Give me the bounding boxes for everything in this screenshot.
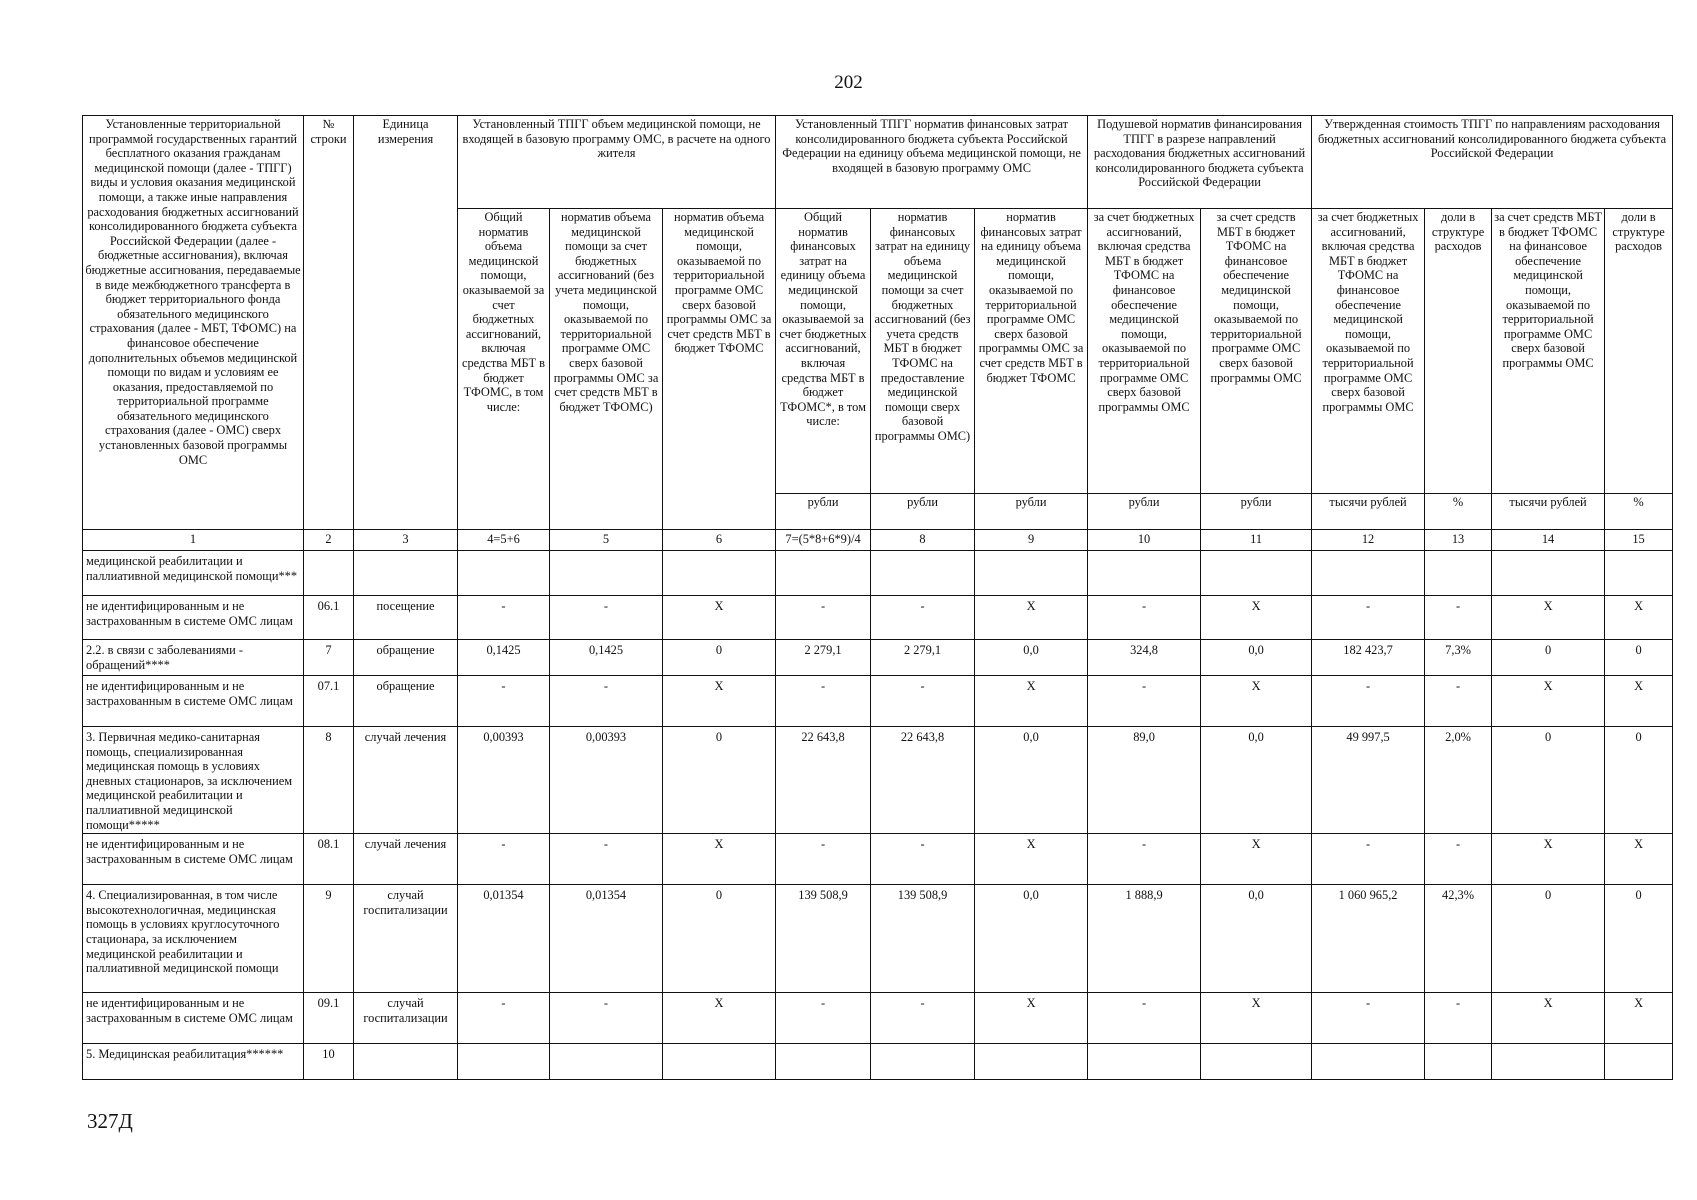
row-label: не идентифицированным и не застрахованным в системе ОМС лицам <box>83 834 304 885</box>
column-number: 6 <box>663 530 776 551</box>
table-cell: 0,0 <box>1201 727 1312 834</box>
table-cell: 7 <box>304 640 354 676</box>
table-cell: X <box>1605 676 1673 727</box>
column-number: 9 <box>975 530 1088 551</box>
table-cell: случай госпитализации <box>354 885 458 993</box>
table-cell: X <box>1201 676 1312 727</box>
table-cell: - <box>1425 676 1492 727</box>
header-group-volume: Установленный ТПГГ объем медицинской помощи, не входящей в базовую программу ОМС, в расчете на одного жителя <box>458 116 776 209</box>
table-cell <box>1088 551 1201 596</box>
table-cell: - <box>871 676 975 727</box>
unit-cell: рубли <box>1201 494 1312 530</box>
table-cell: - <box>1312 834 1425 885</box>
column-number: 3 <box>354 530 458 551</box>
table-row <box>83 885 1673 993</box>
table-cell <box>975 1044 1088 1080</box>
unit-cell: тысячи рублей <box>1312 494 1425 530</box>
header-row-groups <box>83 116 1673 209</box>
table-cell: 2 279,1 <box>871 640 975 676</box>
table-cell: 0 <box>1605 640 1673 676</box>
table-cell: - <box>871 834 975 885</box>
table-cell: 0,00393 <box>550 727 663 834</box>
header-col-9: норматив финансовых затрат на единицу объема медицинской помощи, оказываемой по территориальной программе ОМС сверх базовой программы ОМС за счет средств МБТ в бюджет ТФОМС <box>975 209 1088 494</box>
unit-cell: % <box>1605 494 1673 530</box>
header-col-row-number: № строки <box>304 116 354 530</box>
column-number: 13 <box>1425 530 1492 551</box>
table-cell: - <box>1088 596 1201 640</box>
table-row <box>83 834 1673 885</box>
header-col-4: Общий норматив объема медицинской помощи, оказываемой за счет бюджетных ассигнований, включая средства МБТ в бюджет ТФОМС, в том числе: <box>458 209 550 530</box>
table-cell <box>458 551 550 596</box>
table-cell: 7,3% <box>1425 640 1492 676</box>
unit-cell: % <box>1425 494 1492 530</box>
table-cell: 0 <box>1605 727 1673 834</box>
header-group-cost: Утвержденная стоимость ТПГГ по направлениям расходования бюджетных ассигнований консолидированного бюджета субъекта Российской Федерации <box>1312 116 1673 209</box>
row-label: 5. Медицинская реабилитация****** <box>83 1044 304 1080</box>
table-row <box>83 676 1673 727</box>
header-col-15: доли в структуре расходов <box>1605 209 1673 494</box>
table-cell: - <box>776 676 871 727</box>
table-cell: - <box>458 676 550 727</box>
table-cell: X <box>975 596 1088 640</box>
row-label: медицинской реабилитации и паллиативной медицинской помощи*** <box>83 551 304 596</box>
column-number: 1 <box>83 530 304 551</box>
table-row <box>83 551 1673 596</box>
table-cell: 8 <box>304 727 354 834</box>
table-cell: 0,01354 <box>550 885 663 993</box>
table-cell: 9 <box>304 885 354 993</box>
table-cell <box>550 1044 663 1080</box>
column-number: 7=(5*8+6*9)/4 <box>776 530 871 551</box>
table-cell: 1 060 965,2 <box>1312 885 1425 993</box>
table-cell: 0 <box>1492 727 1605 834</box>
table-row <box>83 640 1673 676</box>
table-cell <box>871 551 975 596</box>
table-cell: 06.1 <box>304 596 354 640</box>
table-cell: - <box>1088 834 1201 885</box>
table-cell: 0,0 <box>1201 885 1312 993</box>
table-cell: 324,8 <box>1088 640 1201 676</box>
table-cell: 10 <box>304 1044 354 1080</box>
table-cell <box>1605 551 1673 596</box>
table-cell: X <box>663 834 776 885</box>
row-label: 2.2. в связи с заболеваниями - обращений**** <box>83 640 304 676</box>
column-number: 2 <box>304 530 354 551</box>
table-cell: X <box>975 834 1088 885</box>
table-cell: 0,1425 <box>458 640 550 676</box>
footer-code: 327Д <box>87 1109 133 1133</box>
page-number: 202 <box>834 72 863 93</box>
table-cell: 0,0 <box>975 885 1088 993</box>
table-cell: 0,00393 <box>458 727 550 834</box>
table-body <box>83 551 1673 1080</box>
column-number: 8 <box>871 530 975 551</box>
unit-cell: рубли <box>1088 494 1201 530</box>
table-cell: - <box>550 676 663 727</box>
table-cell <box>1312 1044 1425 1080</box>
table-cell: 49 997,5 <box>1312 727 1425 834</box>
table-cell: 182 423,7 <box>1312 640 1425 676</box>
table-cell: посещение <box>354 596 458 640</box>
table-cell: - <box>776 596 871 640</box>
table-cell: 0,0 <box>1201 640 1312 676</box>
table-cell <box>1312 551 1425 596</box>
column-number: 10 <box>1088 530 1201 551</box>
table-cell <box>458 1044 550 1080</box>
table-cell: 0,0 <box>975 640 1088 676</box>
table-cell: 09.1 <box>304 993 354 1044</box>
tpgg-table <box>82 115 1673 1080</box>
table-cell <box>663 551 776 596</box>
table-cell: X <box>1492 834 1605 885</box>
table-cell <box>1201 551 1312 596</box>
table-cell: - <box>1312 676 1425 727</box>
table-row <box>83 727 1673 834</box>
row-label: не идентифицированным и не застрахованным в системе ОМС лицам <box>83 993 304 1044</box>
row-label: не идентифицированным и не застрахованным в системе ОМС лицам <box>83 676 304 727</box>
table-cell: 22 643,8 <box>871 727 975 834</box>
header-col-description: Установленные территориальной программой государственных гарантий бесплатного оказания гражданам медицинской помощи (далее - ТПГГ) виды и условия оказания медицинской помощи, а также иные направления расходования бюджетных ассигнований консолидированного бюджета субъекта Российской Федерации (далее - бюджетные ассигнования), включая бюджетные ассигнования, передаваемые в виде межбюджетного трансферта в бюджет территориального фонда обязательного медицинского страхования (далее - МБТ, ТФОМС) на финансовое обеспечение дополнительных объемов медицинской помощи по видам и условиям ее оказания, предоставляемой по территориальной программе обязательного медицинского страхования (далее - ОМС) сверх установленных базовой программы ОМС <box>83 116 304 530</box>
table-cell: случай лечения <box>354 727 458 834</box>
unit-cell: рубли <box>975 494 1088 530</box>
table-cell: - <box>458 993 550 1044</box>
table-cell: случай госпитализации <box>354 993 458 1044</box>
table-cell: 0,1425 <box>550 640 663 676</box>
table-cell: - <box>1425 596 1492 640</box>
table-cell: - <box>1088 993 1201 1044</box>
table-cell <box>871 1044 975 1080</box>
table-cell: 139 508,9 <box>776 885 871 993</box>
header-col-6: норматив объема медицинской помощи, оказываемой по территориальной программе ОМС сверх базовой программы ОМС за счет средств МБТ в бюджет ТФОМС <box>663 209 776 530</box>
table-cell: - <box>1088 676 1201 727</box>
table-cell: X <box>975 993 1088 1044</box>
table-row <box>83 596 1673 640</box>
table-cell: 0 <box>1605 885 1673 993</box>
table-cell <box>304 551 354 596</box>
header-col-5: норматив объема медицинской помощи за счет бюджетных ассигнований (без учета медицинской помощи, оказываемой по территориальной программе ОМС сверх базовой программы ОМС за счет средств МБТ в бюджет ТФОМС) <box>550 209 663 530</box>
header-col-11: за счет средств МБТ в бюджет ТФОМС на финансовое обеспечение медицинской помощи, оказываемой по территориальной программе ОМС сверх базовой программы ОМС <box>1201 209 1312 494</box>
table-row <box>83 1044 1673 1080</box>
table-cell <box>663 1044 776 1080</box>
table-cell: 07.1 <box>304 676 354 727</box>
table-cell: X <box>1605 596 1673 640</box>
table-cell: - <box>458 834 550 885</box>
table-cell <box>1088 1044 1201 1080</box>
header-col-12: за счет бюджетных ассигнований, включая средства МБТ в бюджет ТФОМС на финансовое обеспечение медицинской помощи, оказываемой по территориальной программе ОМС сверх базовой программы ОМС <box>1312 209 1425 494</box>
table-cell: X <box>1605 834 1673 885</box>
table-cell: 08.1 <box>304 834 354 885</box>
table-cell <box>354 551 458 596</box>
row-label: 4. Специализированная, в том числе высокотехнологичная, медицинская помощь в условиях круглосуточного стационара, за исключением медицинской реабилитации и паллиативной медицинской помощи <box>83 885 304 993</box>
header-group-normative: Установленный ТПГГ норматив финансовых затрат консолидированного бюджета субъекта Российской Федерации на единицу объема медицинской помощи, не входящей в базовую программу ОМС <box>776 116 1088 209</box>
table-cell: - <box>550 834 663 885</box>
table-cell: 2,0% <box>1425 727 1492 834</box>
table-cell: - <box>1425 993 1492 1044</box>
header-col-13: доли в структуре расходов <box>1425 209 1492 494</box>
table-cell: случай лечения <box>354 834 458 885</box>
table-cell <box>1492 1044 1605 1080</box>
table-cell: 0 <box>663 885 776 993</box>
table-cell: 42,3% <box>1425 885 1492 993</box>
table-cell: 0,01354 <box>458 885 550 993</box>
table-cell: - <box>458 596 550 640</box>
table-cell: 0 <box>1492 640 1605 676</box>
table-cell: 0 <box>663 640 776 676</box>
table-cell <box>776 551 871 596</box>
column-number: 11 <box>1201 530 1312 551</box>
table-cell <box>776 1044 871 1080</box>
header-group-per-capita: Подушевой норматив финансирования ТПГГ в разрезе направлений расходования бюджетных ассигнований консолидированного бюджета субъекта Российской Федерации <box>1088 116 1312 209</box>
table-cell: 1 888,9 <box>1088 885 1201 993</box>
table-cell: 0,0 <box>975 727 1088 834</box>
table-cell: - <box>776 834 871 885</box>
table-cell: - <box>550 596 663 640</box>
table-cell <box>550 551 663 596</box>
table-cell: обращение <box>354 676 458 727</box>
column-number-row <box>83 530 1673 551</box>
table-cell: 2 279,1 <box>776 640 871 676</box>
table-row <box>83 993 1673 1044</box>
table-cell: - <box>1312 596 1425 640</box>
table-cell: 139 508,9 <box>871 885 975 993</box>
table-cell: X <box>1201 834 1312 885</box>
unit-cell: рубли <box>871 494 975 530</box>
table-cell <box>1605 1044 1673 1080</box>
table-cell: обращение <box>354 640 458 676</box>
table-cell: X <box>1201 993 1312 1044</box>
table-cell: 89,0 <box>1088 727 1201 834</box>
header-col-8: норматив финансовых затрат на единицу объема медицинской помощи за счет бюджетных ассигнований (без учета средств МБТ в бюджет ТФОМС на предоставление медицинской помощи сверх базовой программы ОМС) <box>871 209 975 494</box>
column-number: 14 <box>1492 530 1605 551</box>
table-cell: X <box>663 676 776 727</box>
row-label: не идентифицированным и не застрахованным в системе ОМС лицам <box>83 596 304 640</box>
table-cell: 0 <box>663 727 776 834</box>
row-label: 3. Первичная медико-санитарная помощь, специализированная медицинская помощь в условиях дневных стационаров, за исключением медицинской реабилитации и паллиативной медицинской помощи***** <box>83 727 304 834</box>
table-cell <box>1201 1044 1312 1080</box>
table-cell <box>975 551 1088 596</box>
table-cell: X <box>975 676 1088 727</box>
table-cell: - <box>871 993 975 1044</box>
column-number: 5 <box>550 530 663 551</box>
table-cell: 0 <box>1492 885 1605 993</box>
table-cell: - <box>550 993 663 1044</box>
header-col-7: Общий норматив финансовых затрат на единицу объема медицинской помощи, оказываемой за счет бюджетных ассигнований, включая средства МБТ в бюджет ТФОМС*, в том числе: <box>776 209 871 494</box>
table-cell <box>1492 551 1605 596</box>
table-cell: X <box>663 596 776 640</box>
unit-cell: рубли <box>776 494 871 530</box>
column-number: 12 <box>1312 530 1425 551</box>
table-cell: X <box>1492 596 1605 640</box>
column-number: 4=5+6 <box>458 530 550 551</box>
table-cell: X <box>663 993 776 1044</box>
table-cell: X <box>1605 993 1673 1044</box>
column-number: 15 <box>1605 530 1673 551</box>
table-cell <box>1425 551 1492 596</box>
unit-cell: тысячи рублей <box>1492 494 1605 530</box>
table-cell: - <box>1425 834 1492 885</box>
table-cell: X <box>1492 993 1605 1044</box>
header-col-unit: Единица измерения <box>354 116 458 530</box>
table-cell: - <box>1312 993 1425 1044</box>
table-cell: X <box>1492 676 1605 727</box>
table-cell <box>354 1044 458 1080</box>
table-cell <box>1425 1044 1492 1080</box>
header-col-14: за счет средств МБТ в бюджет ТФОМС на финансовое обеспечение медицинской помощи, оказываемой по территориальной программе ОМС сверх базовой программы ОМС <box>1492 209 1605 494</box>
table-cell: X <box>1201 596 1312 640</box>
table-cell: - <box>776 993 871 1044</box>
table-cell: 22 643,8 <box>776 727 871 834</box>
table-cell: - <box>871 596 975 640</box>
header-col-10: за счет бюджетных ассигнований, включая средства МБТ в бюджет ТФОМС на финансовое обеспечение медицинской помощи, оказываемой по территориальной программе ОМС сверх базовой программы ОМС <box>1088 209 1201 494</box>
